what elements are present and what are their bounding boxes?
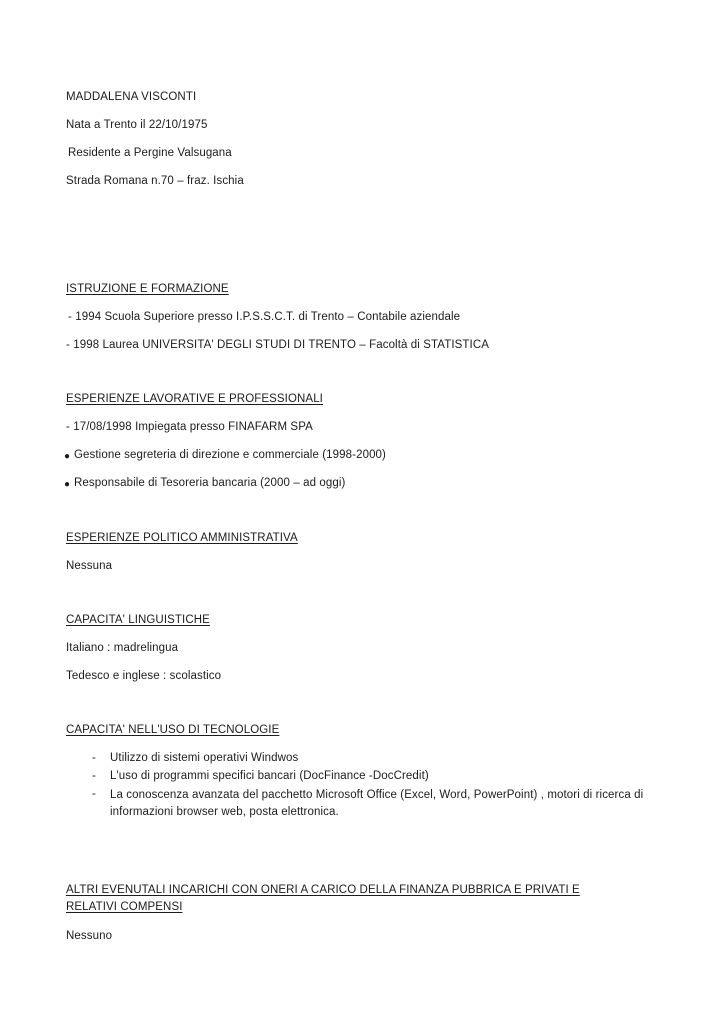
- languages-heading: CAPACITA' LINGUISTICHE: [66, 614, 210, 626]
- language-item: Tedesco e inglese : scolastico: [66, 670, 222, 682]
- technology-item: L'uso di programmi specifici bancari (DocFinance -DocCredit): [110, 770, 429, 782]
- technology-heading: CAPACITA' NELL'USO DI TECNOLOGIE: [66, 724, 280, 736]
- technology-item: Utilizzo di sistemi operativi Windwos: [110, 752, 299, 764]
- education-item: - 1994 Scuola Superiore presso I.P.S.S.C.T. di Trento – Contabile aziendale: [68, 311, 461, 323]
- work-item: Gestione segreteria di direzione e commerciale (1998-2000): [74, 449, 386, 461]
- bullet-icon: ●: [64, 451, 71, 462]
- other-heading: ALTRI EVENUTALI INCARICHI CON ONERI A CARICO DELLA FINANZA PUBBRICA E PRIVATI E RELATIVI COMPENSI: [66, 884, 580, 913]
- dash-marker: -: [92, 788, 96, 800]
- person-name: MADDALENA VISCONTI: [66, 91, 197, 103]
- education-item: - 1998 Laurea UNIVERSITA' DEGLI STUDI DI TRENTO – Facoltà di STATISTICA: [66, 339, 489, 351]
- birth-info: Nata a Trento il 22/10/1975: [66, 119, 208, 131]
- work-intro: - 17/08/1998 Impiegata presso FINAFARM SPA: [66, 421, 313, 433]
- political-heading: ESPERIENZE POLITICO AMMINISTRATIVA: [66, 532, 298, 544]
- other-value: Nessuno: [66, 930, 113, 942]
- work-heading: ESPERIENZE LAVORATIVE E PROFESSIONALI: [66, 393, 323, 405]
- language-item: Italiano : madrelingua: [66, 642, 179, 654]
- education-heading: ISTRUZIONE E FORMAZIONE: [66, 283, 229, 295]
- work-item: Responsabile di Tesoreria bancaria (2000 – ad oggi): [74, 477, 346, 489]
- residence-info: Residente a Pergine Valsugana: [68, 147, 232, 159]
- address-info: Strada Romana n.70 – fraz. Ischia: [66, 175, 244, 187]
- dash-marker: -: [92, 770, 96, 782]
- dash-marker: -: [92, 752, 96, 764]
- technology-item: La conoscenza avanzata del pacchetto Microsoft Office (Excel, Word, PowerPoint) , motori di ricerca di informazioni browser web, posta elettronica.: [110, 789, 644, 818]
- bullet-icon: ●: [64, 479, 71, 490]
- political-value: Nessuna: [66, 560, 113, 572]
